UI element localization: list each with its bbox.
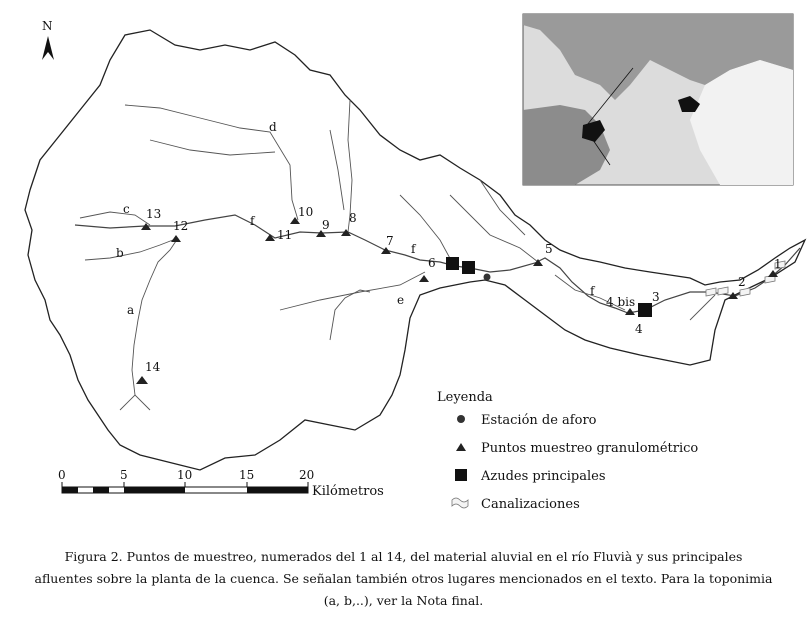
sample-point-label: 14 [145, 360, 161, 374]
tributary-label: a [127, 303, 135, 317]
legend-label: Puntos muestreo granulométrico [481, 441, 699, 456]
north-label: N [42, 19, 53, 33]
caption-line: Figura 2. Puntos de muestreo, numerados del 1 al 14, del material aluvial en el río Fluvià y sus principales [64, 549, 743, 564]
tributary-label: d [269, 120, 277, 134]
tributary-label: f [411, 242, 416, 256]
scale-unit-label: Kilómetros [312, 484, 384, 499]
sample-point-label: 8 [349, 211, 357, 225]
scale-tick-label: 20 [299, 468, 315, 482]
legend-label: Azudes principales [481, 469, 606, 484]
tributary-label: b [116, 246, 124, 260]
legend [437, 390, 698, 512]
sample-point-label: 13 [146, 207, 162, 221]
tributary-label: c [123, 202, 130, 216]
legend-title: Leyenda [437, 390, 493, 405]
scale-bar [58, 468, 384, 499]
sample-point-label: 3 [652, 290, 660, 304]
sample-point-label: 4 bis [606, 295, 636, 309]
scale-tick-label: 10 [177, 468, 193, 482]
weir-icon [455, 469, 467, 481]
scale-tick-label: 15 [239, 468, 255, 482]
sample-point-label: 6 [428, 256, 436, 270]
sample-point-icon [456, 443, 466, 451]
weir-icon [462, 261, 475, 274]
tributary-label: f [590, 284, 595, 298]
sample-point-label: 1 [774, 257, 782, 271]
tributary-label: e [397, 293, 405, 307]
tributary-label: f [250, 214, 255, 228]
sample-point-markers [136, 217, 778, 384]
weir-icon [638, 303, 652, 317]
legend-label: Estación de aforo [481, 413, 597, 428]
channel-icon [452, 498, 468, 508]
sample-point-label: 2 [738, 275, 746, 289]
sample-point-label: 4 [635, 322, 643, 336]
sample-point-label: 10 [298, 205, 314, 219]
scale-tick-label: 0 [58, 468, 66, 482]
caption-line: afluentes sobre la planta de la cuenca. Se señalan también otros lugares mencionados en el texto. Para la toponimia [34, 571, 773, 586]
location-inset-map [523, 14, 793, 185]
weir-icon [446, 257, 459, 270]
sample-point-label: 12 [173, 219, 189, 233]
gauging-station-icon [457, 415, 465, 423]
scale-tick-label: 5 [120, 468, 128, 482]
gauging-station-icon [484, 274, 491, 281]
sample-point-label: 5 [545, 242, 553, 256]
figure-caption [20, 546, 787, 612]
legend-label: Canalizaciones [481, 497, 580, 512]
sample-point-label: 7 [386, 234, 394, 248]
north-arrow [42, 19, 54, 60]
sample-point-label: 9 [322, 218, 330, 232]
sample-point-label: 11 [277, 228, 293, 242]
caption-line: (a, b,..), ver la Nota final. [323, 593, 484, 608]
